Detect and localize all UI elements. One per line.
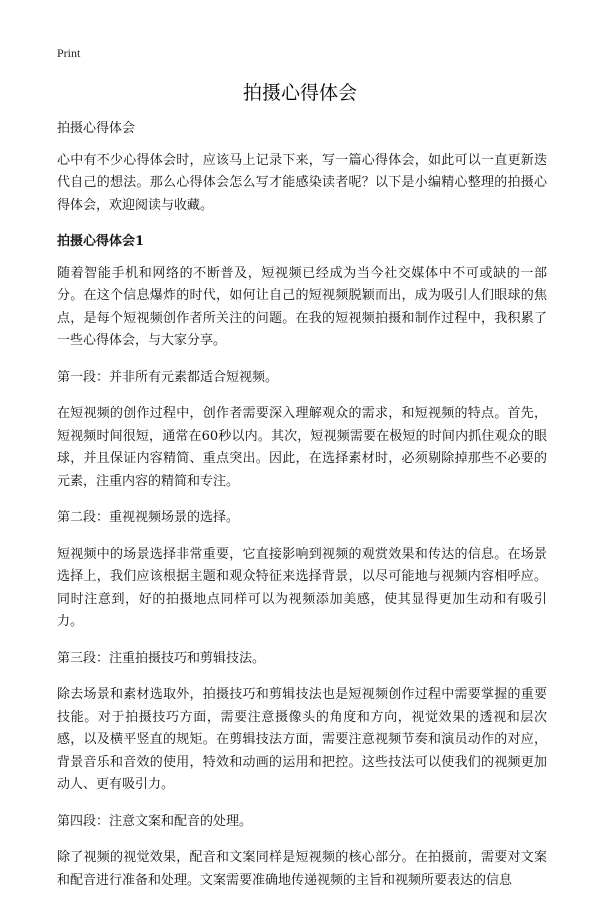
body-paragraph: 在短视频的创作过程中，创作者需要深入理解观众的需求，和短视频的特点。首先，短视频时间很短，通常在60秒以内。其次，短视频需要在极短的时间内抓住观众的眼球，并且保证内容精简、重点突出。因此，在选择素材时，必须剔除掉那些不必要的元素，注重内容的精简和专注。 [57, 406, 547, 489]
body-paragraph: 除去场景和素材选取外，拍摄技巧和剪辑技法也是短视频创作过程中需要掌握的重要技能。对于拍摄技巧方面，需要注意摄像头的角度和方向，视觉效果的透视和层次感，以及横平竖直的规矩。在剪辑技法方面，需要注意视频节奏和演员动作的对应，背景音乐和音效的使用，特效和动画的运用和把控。这些技法可以使我们的视频更加动人、更有吸引力。 [57, 687, 547, 792]
body-paragraph: 短视频中的场景选择非常重要，它直接影响到视频的观赏效果和传达的信息。在场景选择上，我们应该根据主题和观众特征来选择背景，以尽可能地与视频内容相呼应。同时注意到，好的拍摄地点同样可以为视频添加美感，使其显得更加生动和有吸引力。 [57, 546, 547, 629]
document-body [57, 118, 547, 906]
step-heading: 第三段：注重拍摄技巧和剪辑技法。 [57, 650, 266, 666]
body-paragraph: 除了视频的视觉效果，配音和文案同样是短视频的核心部分。在拍摄前，需要对文案和配音进行准备和处理。文案需要准确地传递视频的主旨和视频所要表达的信息 [57, 850, 547, 888]
intro-paragraph: 心中有不少心得体会时，应该马上记录下来，写一篇心得体会，如此可以一直更新迭代自己的想法。那么心得体会怎么写才能感染读者呢？以下是小编精心整理的拍摄心得体会，欢迎阅读与收藏。 [57, 152, 547, 213]
document-title: 拍摄心得体会 [242, 82, 357, 104]
step-heading: 第一段：并非所有元素都适合短视频。 [57, 369, 279, 385]
document-subtitle: 拍摄心得体会 [57, 121, 136, 136]
body-paragraph: 随着智能手机和网络的不断普及，短视频已经成为当今社交媒体中不可或缺的一部分。在这个信息爆炸的时代，如何让自己的短视频脱颖而出，成为吸引人们眼球的焦点，是每个短视频创作者所关注的问题。在我的短视频拍摄和制作过程中，我积累了一些心得体会，与大家分享。 [57, 265, 547, 348]
print-link[interactable]: Print [57, 46, 81, 60]
step-heading: 第四段：注意文案和配音的处理。 [57, 813, 253, 829]
step-heading: 第二段：重视视频场景的选择。 [57, 510, 240, 525]
section-heading: 拍摄心得体会1 [57, 234, 145, 249]
